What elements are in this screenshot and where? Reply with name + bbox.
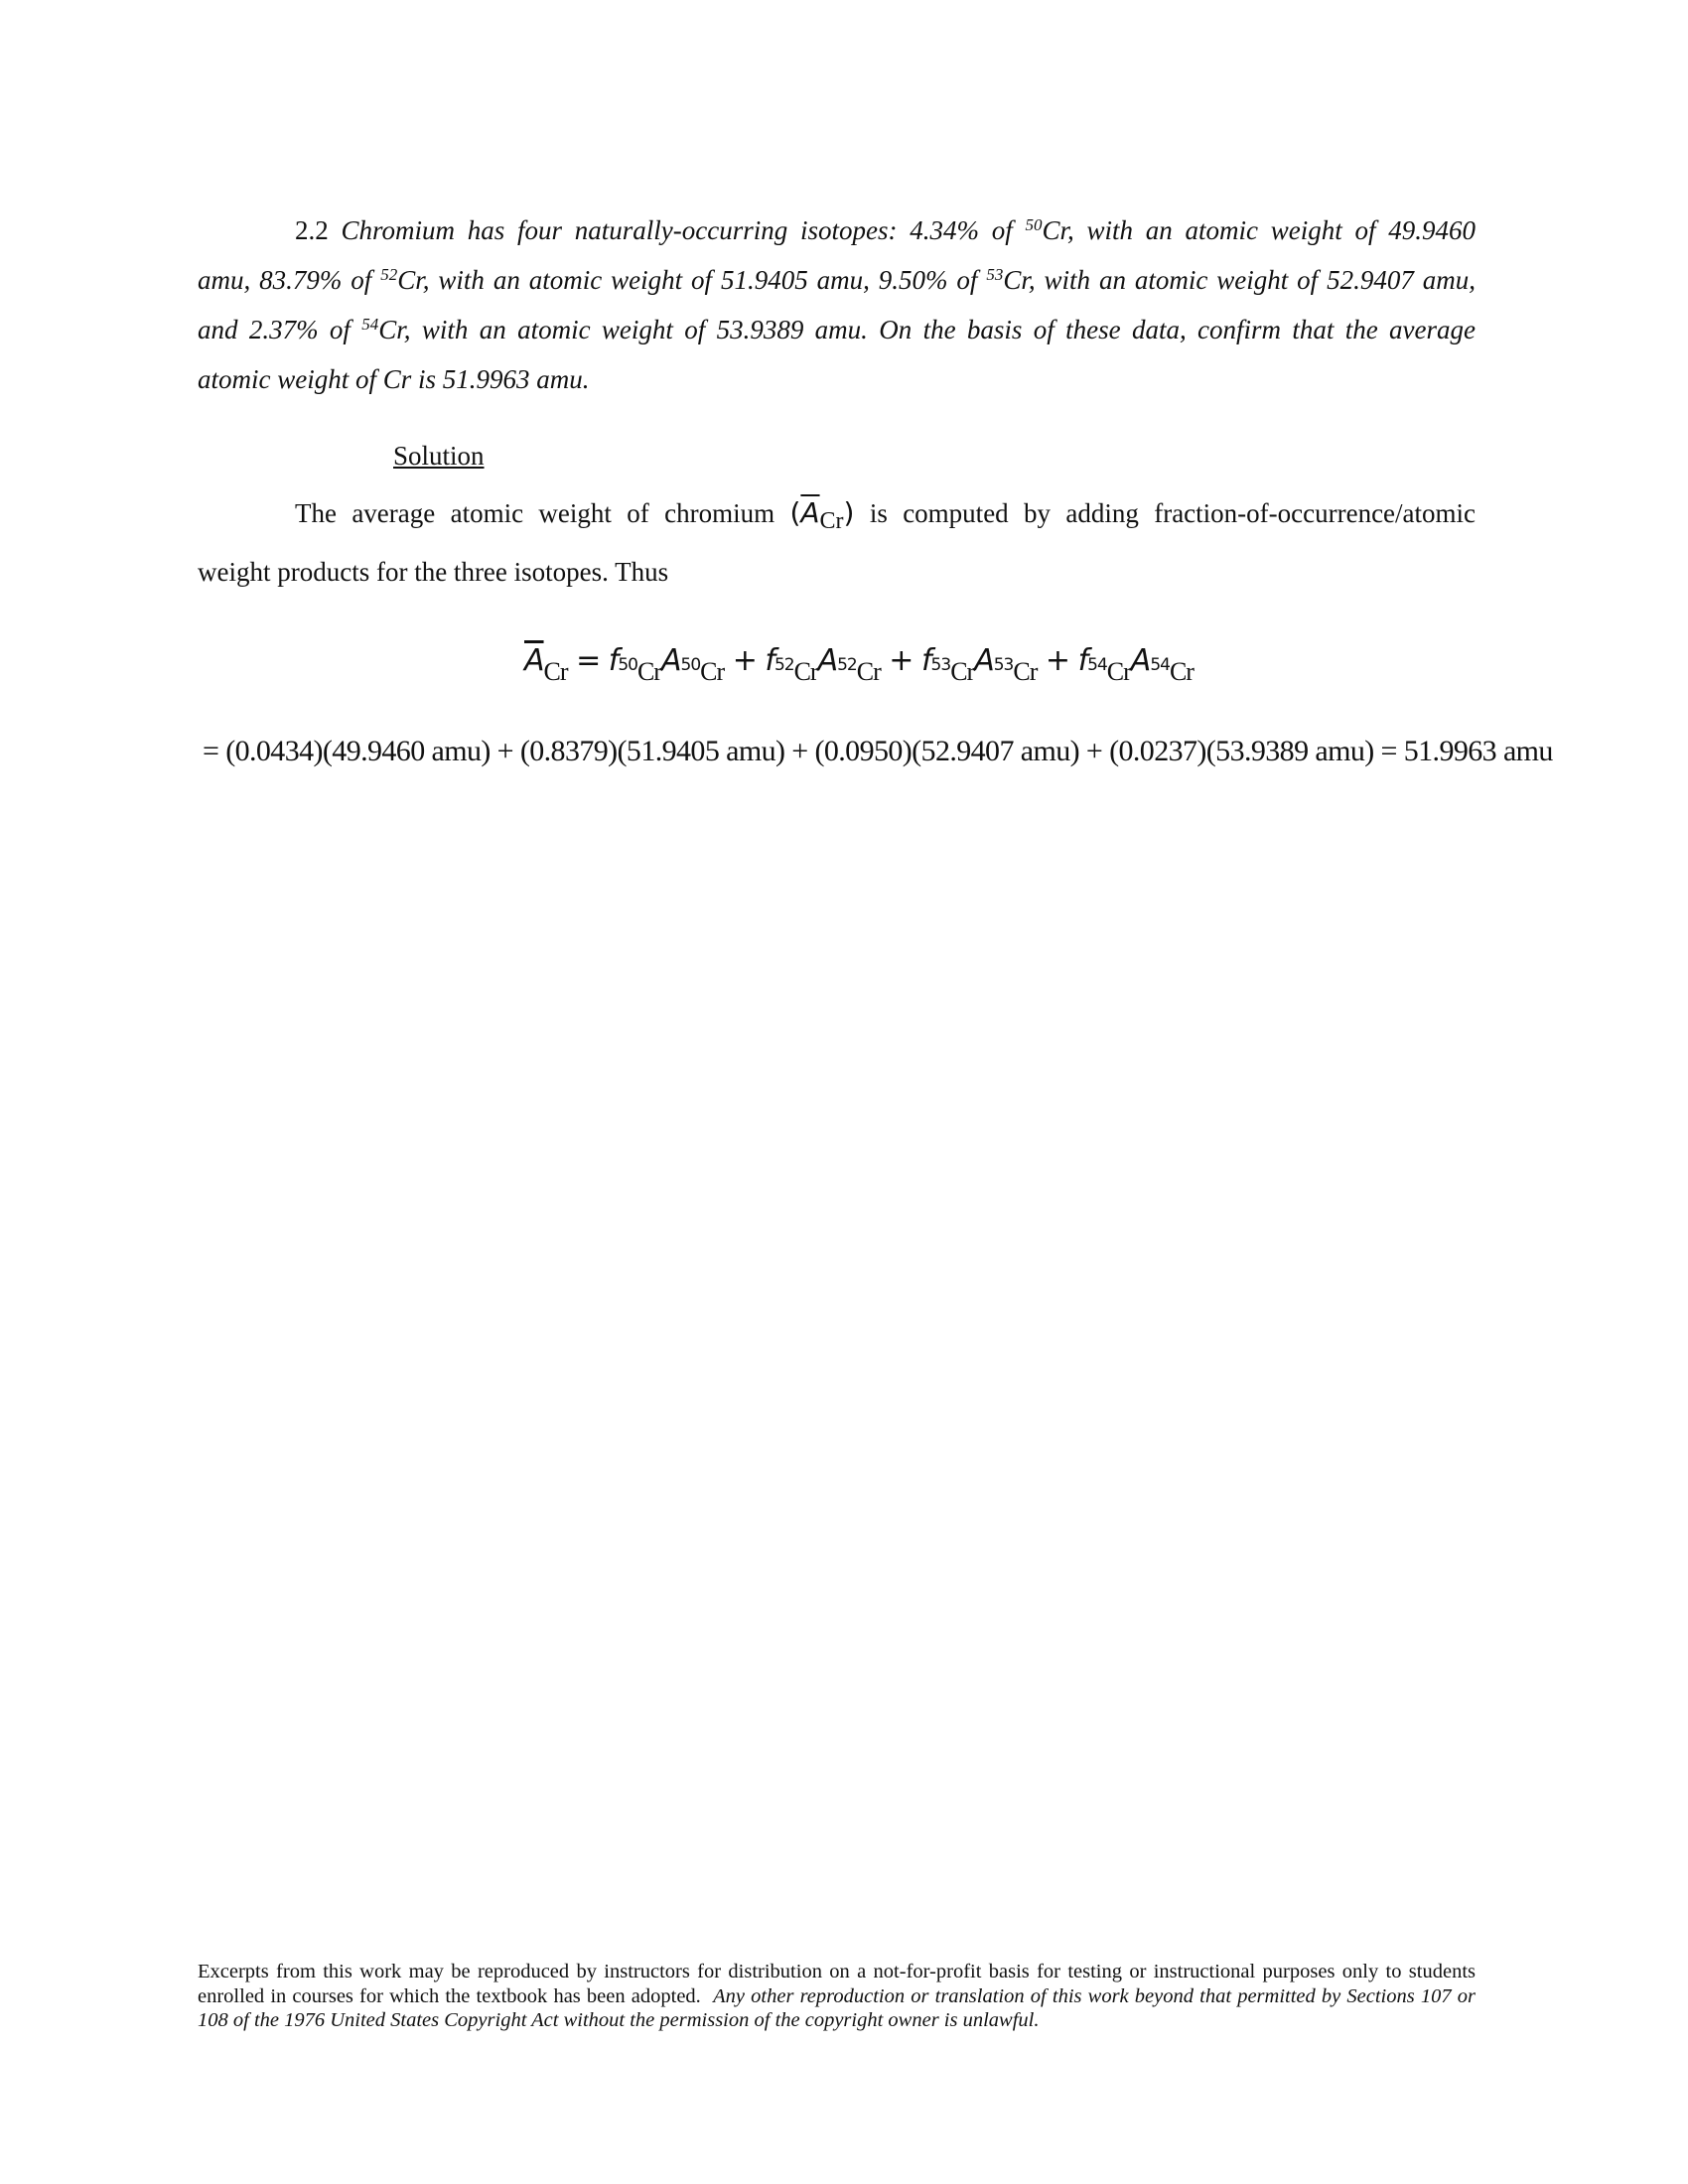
cr-sub: Cr xyxy=(856,657,881,686)
cr-sub: Cr xyxy=(1013,657,1038,686)
cr-sub: Cr xyxy=(636,657,661,686)
cr-sub: Cr xyxy=(950,657,975,686)
result-line: = (0.0434)(49.9460 amu) + (0.8379)(51.9405 amu) + (0.0950)(52.9407 amu) + (0.0237)(53.9389 amu) = 51.9963 amu xyxy=(203,735,1553,767)
iso: 53 xyxy=(993,655,1014,675)
text: Cr, with an atomic weight of 51.9405 amu, 9.50% of xyxy=(397,265,987,295)
isotope-sup: 52 xyxy=(380,265,398,284)
problem-line-2 xyxy=(198,263,1476,297)
problem-line-4: atomic weight of Cr is 51.9963 amu. xyxy=(198,364,590,394)
f-symbol: f xyxy=(765,643,774,678)
avg-symbol: $(\overline{A}Cr)$ xyxy=(789,496,855,534)
f-symbol: f xyxy=(608,643,619,678)
cr-sub: Cr xyxy=(1169,657,1194,686)
text: amu, 83.79% of xyxy=(198,265,381,295)
f-symbol: f xyxy=(920,643,931,678)
problem-number: 2.2 xyxy=(295,215,329,245)
text: Cr, with an atomic weight of 53.9389 amu. On the basis of these data, confirm that the average xyxy=(378,315,1476,344)
plus-sign: + xyxy=(889,643,914,678)
problem-line-1 xyxy=(198,213,1476,247)
Cr-sub: Cr xyxy=(819,508,844,534)
A-symbol: A xyxy=(817,643,838,678)
A-symbol: A xyxy=(1130,643,1151,678)
solution-heading: Solution xyxy=(393,441,485,471)
text: and 2.37% of xyxy=(198,315,362,344)
plus-sign: + xyxy=(732,643,757,678)
eq-sign: = xyxy=(576,643,601,678)
isotope-sup: 53 xyxy=(986,265,1004,284)
iso: 52 xyxy=(837,655,857,675)
cr-sub: Cr xyxy=(700,657,725,686)
equation xyxy=(524,643,1194,686)
iso: 50 xyxy=(680,655,701,675)
iso: 54 xyxy=(1087,655,1107,675)
footer-italic-text: Any other reproduction or translation of this work beyond that permitted by Sections 107 or 108 of the 1976 United States Copyright Act without the permission of the copyright owner is unlawful. xyxy=(198,1984,1477,2031)
isotope-sup: 54 xyxy=(361,315,379,334)
problem-line-3 xyxy=(198,313,1476,346)
eq-term xyxy=(1077,643,1194,686)
eq-sub: Cr xyxy=(543,657,568,686)
text: The average atomic weight of chromium xyxy=(295,498,775,528)
text: Cr, with an atomic weight of 49.9460 xyxy=(1042,215,1476,245)
eq-term xyxy=(765,643,921,686)
A-symbol: $\overline{A}$ xyxy=(800,496,820,529)
iso: 54 xyxy=(1150,655,1170,675)
footer-text: Excerpts from this work may be reproduced by instructors for distribution on a not-for-profit basis for testing or instructional purposes only to students enrolled in courses for which the textbook has been adopted. xyxy=(198,1961,1476,2007)
eq-term xyxy=(920,643,1078,686)
A-symbol: A xyxy=(660,643,681,678)
A-symbol: A xyxy=(974,643,994,678)
eq-lhs: $\overline{A}$ xyxy=(524,643,544,678)
text: Chromium has four naturally-occurring isotopes: 4.34% of xyxy=(341,215,1026,245)
text: Cr, with an atomic weight of 52.9407 amu, xyxy=(1003,265,1476,295)
plus-sign: + xyxy=(1045,643,1070,678)
text: is computed by adding fraction-of-occurrence/atomic xyxy=(869,498,1477,528)
eq-term xyxy=(608,643,766,686)
cr-sub: Cr xyxy=(1106,657,1131,686)
solution-intro-2: weight products for the three isotopes. Thus xyxy=(198,557,669,587)
cr-sub: Cr xyxy=(793,657,818,686)
iso: 52 xyxy=(774,655,794,675)
iso: 50 xyxy=(618,655,637,675)
solution-intro xyxy=(198,496,1476,532)
iso: 53 xyxy=(930,655,951,675)
copyright-footer xyxy=(198,1960,1476,2033)
f-symbol: f xyxy=(1077,643,1088,678)
isotope-sup: 50 xyxy=(1025,215,1043,234)
